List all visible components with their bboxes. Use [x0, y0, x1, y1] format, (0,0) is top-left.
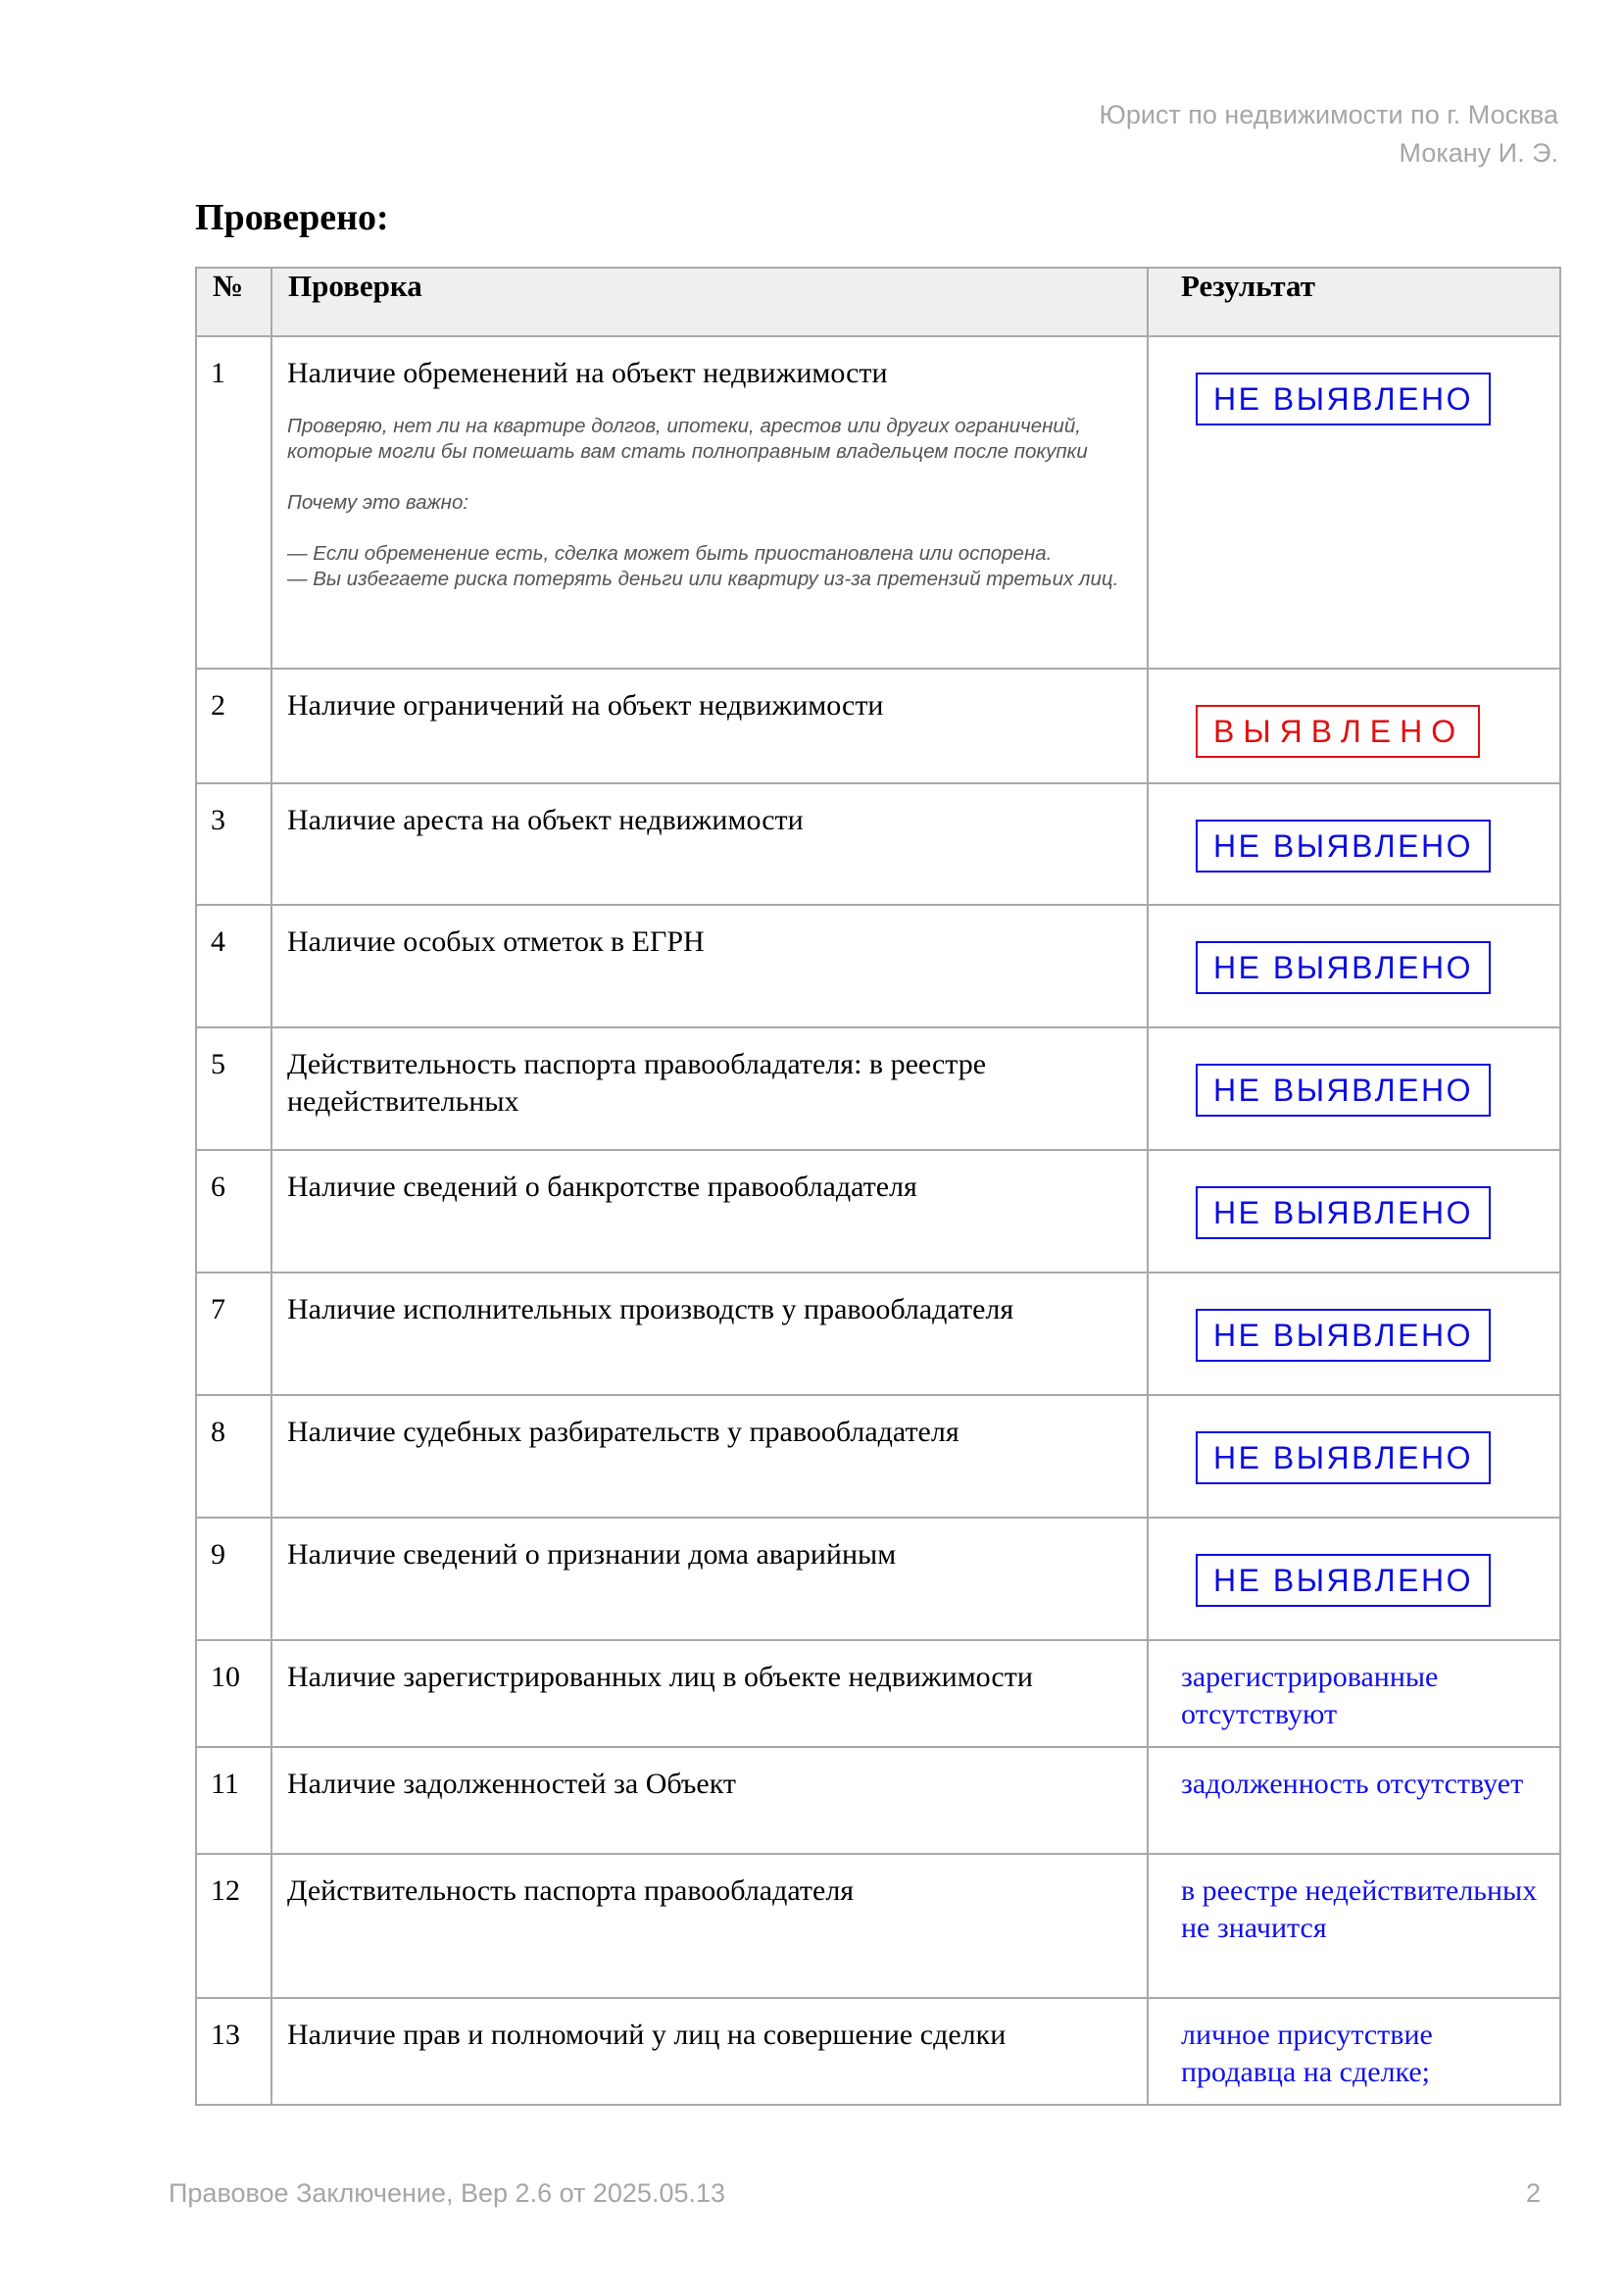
- row-number: 3: [196, 783, 271, 905]
- table-row: [196, 1395, 1560, 1518]
- table-header-row: [196, 268, 1560, 336]
- check-cell: Наличие ареста на объект недвижимости: [271, 783, 1148, 905]
- row-number: 2: [196, 669, 271, 783]
- result-text: задолженность отсутствует: [1181, 1768, 1524, 1800]
- row-number: 9: [196, 1518, 271, 1640]
- result-stamp-not-found: НЕ ВЫЯВЛЕНО: [1196, 373, 1491, 425]
- check-cell: Наличие сведений о признании дома аварийным: [271, 1518, 1148, 1640]
- table-row: [196, 1640, 1560, 1747]
- check-cell: Наличие исполнительных производств у правообладателя: [271, 1273, 1148, 1395]
- table-row: [196, 1747, 1560, 1854]
- table-row: [196, 1998, 1560, 2105]
- result-stamp-not-found: НЕ ВЫЯВЛЕНО: [1196, 1431, 1491, 1484]
- table-row: [196, 669, 1560, 783]
- row-number: 6: [196, 1150, 271, 1273]
- check-cell: Действительность паспорта правообладателя: в реестре недействительных: [271, 1027, 1148, 1150]
- result-cell: [1148, 1854, 1560, 1998]
- header-result: Результат: [1148, 268, 1560, 336]
- check-cell: Наличие ограничений на объект недвижимости: [271, 669, 1148, 783]
- result-stamp-not-found: НЕ ВЫЯВЛЕНО: [1196, 1186, 1491, 1239]
- result-cell: [1148, 1395, 1560, 1518]
- result-text: личное присутствие продавца на сделке;: [1181, 2019, 1433, 2088]
- row-number: 7: [196, 1273, 271, 1395]
- check-cell: Наличие особых отметок в ЕГРН: [271, 905, 1148, 1027]
- result-cell: [1148, 1640, 1560, 1747]
- row-number: 12: [196, 1854, 271, 1998]
- header-check: Проверка: [271, 268, 1148, 336]
- check-cell: Наличие прав и полномочий у лиц на совершение сделки: [271, 1998, 1148, 2105]
- row-number: 5: [196, 1027, 271, 1150]
- result-cell: [1148, 669, 1560, 783]
- page-header: [1100, 96, 1558, 173]
- result-stamp-not-found: НЕ ВЫЯВЛЕНО: [1196, 1309, 1491, 1362]
- row-number: 13: [196, 1998, 271, 2105]
- check-cell: Наличие задолженностей за Объект: [271, 1747, 1148, 1854]
- note-paragraph: Почему это важно:: [287, 491, 469, 514]
- check-cell: Действительность паспорта правообладателя: [271, 1854, 1148, 1998]
- table-row: [196, 1854, 1560, 1998]
- header-line-2: Мокану И. Э.: [1399, 138, 1558, 168]
- result-text: в реестре недействительных не значится: [1181, 1874, 1538, 1944]
- result-cell: [1148, 1747, 1560, 1854]
- result-cell: [1148, 783, 1560, 905]
- check-cell: Наличие зарегистрированных лиц в объекте недвижимости: [271, 1640, 1148, 1747]
- table-row: [196, 1273, 1560, 1395]
- note-line: — Вы избегаете риска потерять деньги или квартиру из-за претензий третьих лиц.: [287, 568, 1119, 590]
- check-note: [287, 414, 1133, 604]
- page-number: 2: [1525, 2178, 1541, 2208]
- table-row: [196, 783, 1560, 905]
- result-cell: [1148, 1150, 1560, 1273]
- checks-table: [195, 267, 1561, 2106]
- result-stamp-not-found: НЕ ВЫЯВЛЕНО: [1196, 941, 1491, 994]
- table-row: [196, 1518, 1560, 1640]
- result-stamp-not-found: НЕ ВЫЯВЛЕНО: [1196, 1554, 1491, 1607]
- result-stamp-found: ВЫЯВЛЕНО: [1196, 705, 1480, 758]
- footer-doc-version: Правовое Заключение, Вер 2.6 от 2025.05.13: [169, 2178, 726, 2208]
- check-cell: Наличие судебных разбирательств у правообладателя: [271, 1395, 1148, 1518]
- result-stamp-not-found: НЕ ВЫЯВЛЕНО: [1196, 1064, 1491, 1117]
- table-row: [196, 336, 1560, 669]
- result-cell: [1148, 1998, 1560, 2105]
- row-number: 11: [196, 1747, 271, 1854]
- result-cell: [1148, 1273, 1560, 1395]
- header-line-1: Юрист по недвижимости по г. Москва: [1099, 100, 1558, 129]
- row-number: 10: [196, 1640, 271, 1747]
- row-number: 8: [196, 1395, 271, 1518]
- page-footer: [169, 2178, 1541, 2209]
- result-stamp-not-found: НЕ ВЫЯВЛЕНО: [1196, 820, 1491, 873]
- note-paragraph: Проверяю, нет ли на квартире долгов, ипотеки, арестов или других ограничений, которые могли бы помешать вам стать полноправным владельцем после покупки: [287, 415, 1088, 463]
- table-row: [196, 905, 1560, 1027]
- row-number: 1: [196, 336, 271, 669]
- note-paragraph: [287, 541, 1133, 592]
- table-row: [196, 1150, 1560, 1273]
- result-text: зарегистрированные отсутствуют: [1181, 1661, 1439, 1730]
- result-cell: [1148, 905, 1560, 1027]
- note-line: — Если обременение есть, сделка может быть приостановлена или оспорена.: [287, 542, 1053, 565]
- result-cell: [1148, 336, 1560, 669]
- result-cell: [1148, 1518, 1560, 1640]
- section-title: Проверено:: [195, 197, 389, 238]
- header-num: №: [196, 268, 271, 336]
- check-title: Наличие обременений на объект недвижимости: [287, 357, 888, 389]
- check-cell: Наличие сведений о банкротстве правообладателя: [271, 1150, 1148, 1273]
- table-row: [196, 1027, 1560, 1150]
- result-cell: [1148, 1027, 1560, 1150]
- row-number: 4: [196, 905, 271, 1027]
- check-cell: [271, 336, 1148, 669]
